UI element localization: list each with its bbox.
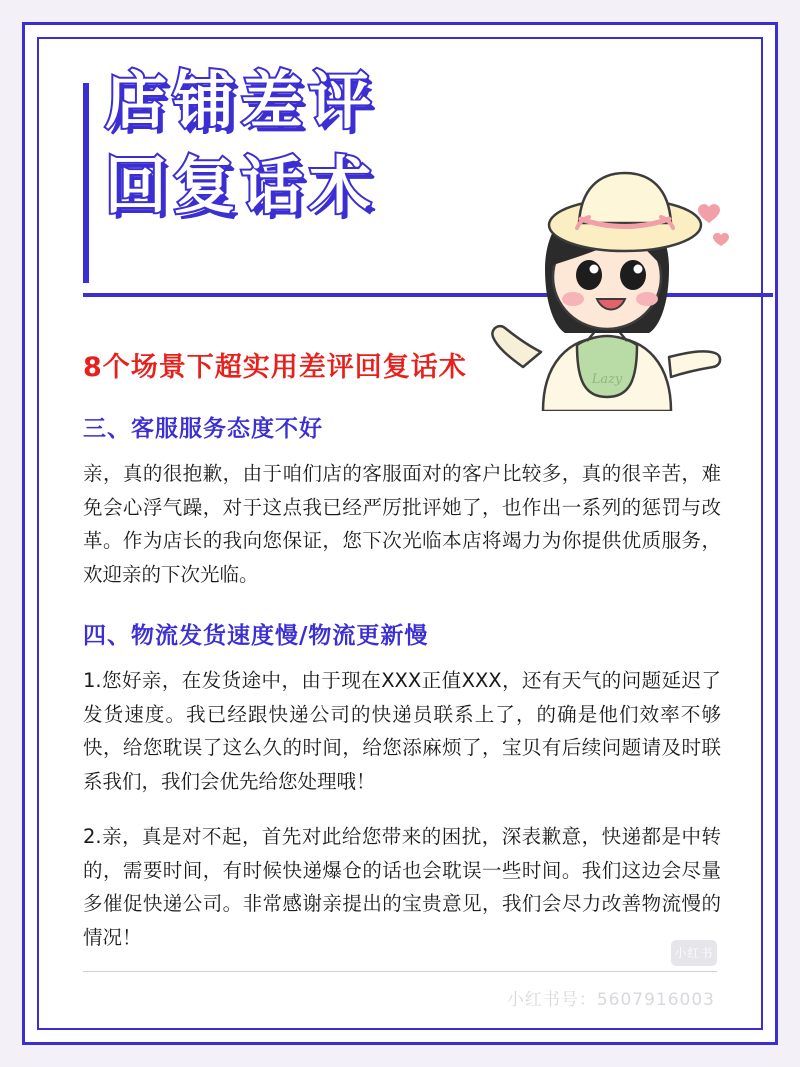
svg-text:Lazy: Lazy bbox=[591, 372, 623, 387]
section-four-heading: 四、物流发货速度慢/物流更新慢 bbox=[83, 623, 429, 650]
section-four bbox=[83, 617, 727, 954]
section-four-paragraph-1: 1.您好亲，在发货途中，由于现在XXX正值XXX，还有天气的问题延迟了发货速度。我已经跟快递公司的快递员联系上了，的确是他们效率不够快，给您耽误了这么久的时间，给您添麻烦了，宝贝有后续问题请及时联系我们，我们会优先给您处理哦！ bbox=[83, 669, 721, 793]
poster-subtitle: 8个场景下超实用差评回复话术 bbox=[83, 352, 467, 383]
section-four-paragraph-2: 2.亲，真是对不起，首先对此给您带来的困扰，深表歉意，快递都是中转的，需要时间，有时候快递爆仓的话也会耽误一些时间。我们这边会尽量多催促快递公司。非常感谢亲提出的宝贵意见，我们会尽力改善物流慢的情况！ bbox=[83, 825, 721, 949]
outer-border bbox=[22, 22, 778, 1045]
title-line-2: 回复话术 bbox=[105, 149, 378, 223]
poster-content bbox=[39, 39, 761, 1028]
mascot-girl-illustration bbox=[473, 161, 733, 411]
section-three bbox=[83, 410, 727, 591]
section-three-paragraph-1: 亲，真的很抱歉，由于咱们店的客服面对的客户比较多，真的很辛苦，难免会心浮气躁，对于这点我已经严厉批评她了，也作出一系列的惩罚与改革。作为店长的我向您保证，您下次光临本店将竭力为你提供优质服务，欢迎亲的下次光临。 bbox=[83, 462, 721, 586]
footer-divider bbox=[83, 971, 717, 972]
inner-border bbox=[37, 37, 763, 1030]
watermark-logo: 小红书 bbox=[671, 940, 717, 966]
watermark-account-id: 小红书号：5607916003 bbox=[506, 990, 715, 1010]
section-three-heading: 三、客服服务态度不好 bbox=[83, 416, 323, 442]
title-accent-bar bbox=[83, 83, 89, 283]
title-line-1: 店铺差评 bbox=[105, 64, 378, 137]
